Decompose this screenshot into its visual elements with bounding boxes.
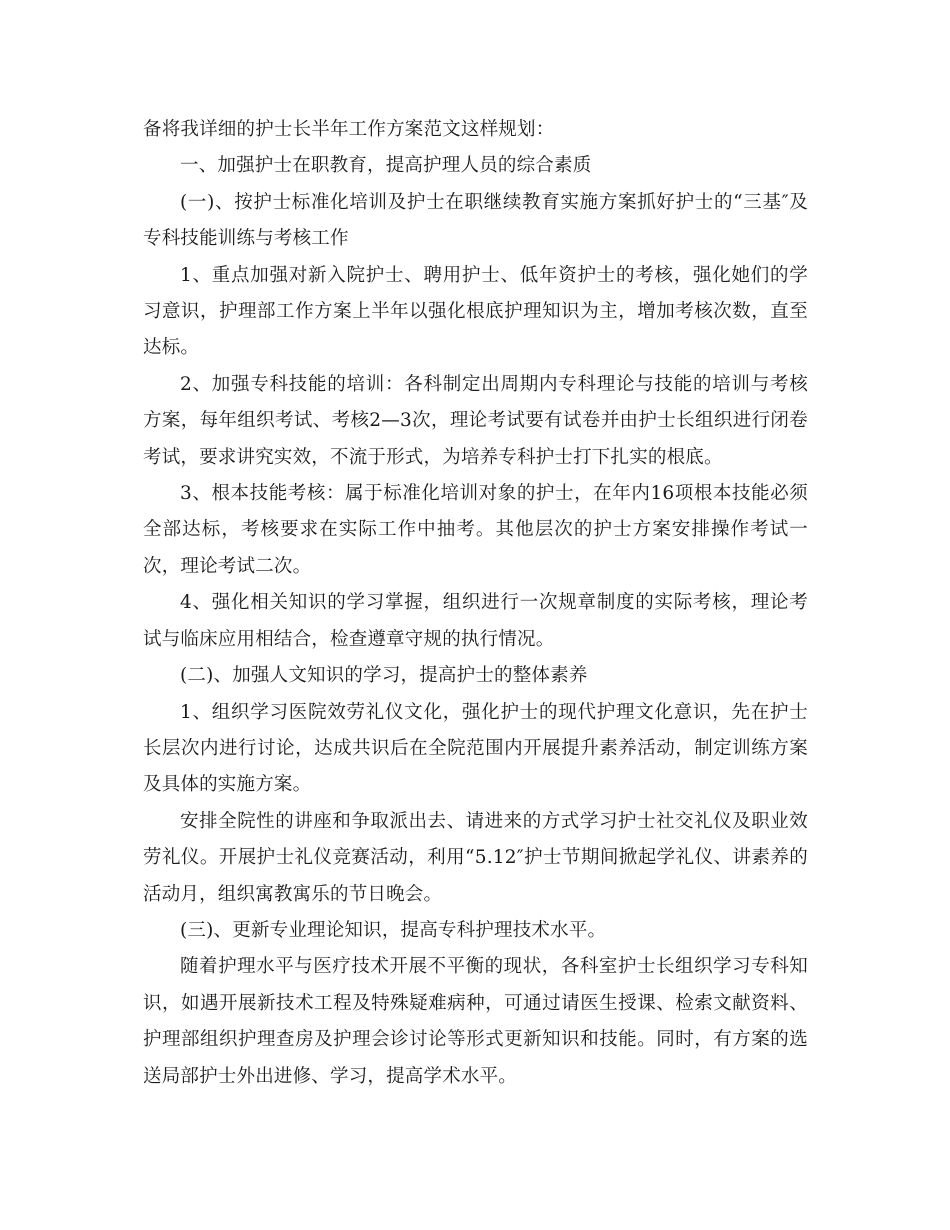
paragraph-item-6: 安排全院性的讲座和争取派出去、请进来的方式学习护士社交礼仪及职业效劳礼仪。开展护士礼仪竞赛活动，利用“5.12″护士节期间掀起学礼仪、讲素养的活动月，组织寓教寓乐的节日晚会。 (143, 810, 808, 905)
subsection-heading-2: (二)、加强人文知识的学习，提高护士的整体素养 (180, 665, 588, 687)
subsection-heading-3: (三)、更新专业理论知识，提高专科护理技术水平。 (180, 919, 607, 941)
intro-paragraph: 备将我详细的护士长半年工作方案范文这样规划： (143, 119, 555, 140)
paragraph-item-7: 随着护理水平与医疗技术开展不平衡的现状，各科室护士长组织学习专科知识，如遇开展新技术工程及特殊疑难病种，可通过请医生授课、检索文献资料、护理部组织护理查房及护理会诊讨论等形式更新知识和技能。同时，有方案的选送局部护士外出进修、学习，提高学术水平。 (143, 956, 808, 1087)
paragraph-item-2: 2、加强专科技能的培训：各科制定出周期内专科理论与技能的培训与考核方案，每年组织考试、考核2—3次，理论考试要有试卷并由护士长组织进行闭卷考试，要求讲究实效，不流于形式，为培养专科护士打下扎实的根底。 (143, 373, 808, 468)
paragraph-item-5: 1、组织学习医院效劳礼仪文化，强化护士的现代护理文化意识，先在护士长层次内进行讨论，达成共识后在全院范围内开展提升素养活动，制定训练方案及具体的实施方案。 (143, 701, 808, 796)
paragraph-item-3: 3、根本技能考核：属于标准化培训对象的护士，在年内16项根本技能必须全部达标，考核要求在实际工作中抽考。其他层次的护士方案安排操作考试一次，理论考试二次。 (143, 483, 808, 577)
subsection-heading-1: (一)、按护士标准化培训及护士在职继续教育实施方案抓好护士的“三基″及专科技能训练与考核工作 (143, 191, 808, 250)
section-heading-1: 一、加强护士在职教育，提高护理人员的综合素质 (180, 155, 592, 177)
document-body (143, 112, 808, 1095)
paragraph-item-1: 1、重点加强对新入院护士、聘用护士、低年资护士的考核，强化她们的学习意识，护理部工作方案上半年以强化根底护理知识为主，增加考核次数，直至达标。 (143, 264, 808, 359)
paragraph-item-4: 4、强化相关知识的学习掌握，组织进行一次规章制度的实际考核，理论考试与临床应用相结合，检查遵章守规的执行情况。 (143, 592, 808, 650)
